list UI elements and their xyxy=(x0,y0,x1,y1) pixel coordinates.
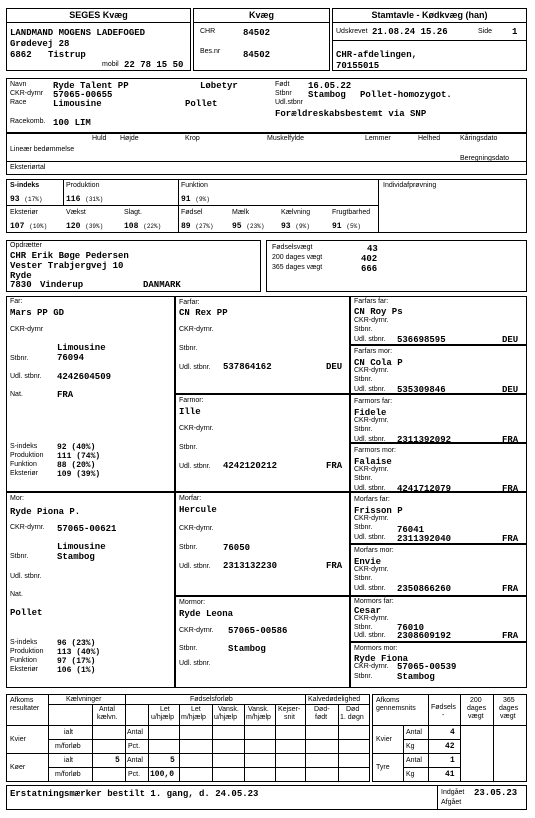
farfar-name: CN Rex PP xyxy=(179,308,228,318)
side-label: Side xyxy=(478,28,493,35)
fodsel-label: Fødsel xyxy=(181,209,203,216)
far-nat: FRA xyxy=(57,390,74,400)
vaekst-label: Vækst xyxy=(66,209,86,216)
side-value: 1 xyxy=(512,27,518,37)
animal-race: Limousine xyxy=(53,99,102,109)
far-prod: 111 (74%) xyxy=(57,452,101,461)
farfar-title: Farfar: xyxy=(179,299,200,306)
breeder-label: Opdrætter xyxy=(10,242,42,249)
mormors-far-udl-label: Udl. stbnr. xyxy=(354,632,386,639)
col-krop: Krop xyxy=(185,135,200,142)
animal-type: Løbetyr xyxy=(200,81,238,91)
frugt-label: Frugtbarhed xyxy=(332,209,371,216)
morfars-far-title: Morfars far: xyxy=(354,496,390,503)
mor-race: Limousine xyxy=(57,542,106,552)
owner-zip: 6862 xyxy=(10,50,32,60)
mormors-mor-stbnr-label: Stbnr. xyxy=(354,673,373,680)
farmor-stbnr-label: Stbnr. xyxy=(179,444,198,451)
farfars-far-ckr-label: CKR-dyrnr. xyxy=(354,317,389,324)
afkom-fodsels-1: Fødsels xyxy=(431,704,456,711)
mor-prod: 113 (40%) xyxy=(57,648,101,657)
besnr-value: 84502 xyxy=(243,50,271,60)
farfars-mor-stbnr-label: Stbnr. xyxy=(354,376,373,383)
d365-value: 666 xyxy=(361,264,378,274)
breeder-line3: Ryde xyxy=(10,271,32,281)
breeder-city: Vinderup xyxy=(40,280,84,290)
mor-sindeks: 96 (23%) xyxy=(57,639,96,648)
farmors-far-udl-label: Udl. stbnr. xyxy=(354,436,386,443)
morfar-ckr-label: CKR-dyrnr. xyxy=(179,525,214,532)
d200-label: 200 dages vægt xyxy=(272,254,323,261)
farfars-mor-country: DEU xyxy=(502,385,519,395)
morfars-mor-udl: 2350866260 xyxy=(397,584,452,594)
morfars-far-ckr-label: CKR-dyrnr. xyxy=(354,515,389,522)
farmors-mor-stbnr-label: Stbnr. xyxy=(354,475,373,482)
navn-label: Navn xyxy=(10,81,27,88)
afkom-fodselsforlob: Fødselsforløb xyxy=(190,696,233,703)
afkom-vansku-2: u/hjælp xyxy=(214,714,237,721)
mor-ckr: 57065-00621 xyxy=(57,524,117,534)
farmor-title: Farmor: xyxy=(179,397,204,404)
afkom-letm-1: Let xyxy=(191,706,201,713)
eksterior-label: Eksteriør xyxy=(10,209,38,216)
afkom-kalvedod: Kalvedødelighed xyxy=(308,696,361,703)
afkom-vanskm-1: Vansk. xyxy=(248,706,269,713)
afkom-d200-1: 200 xyxy=(470,697,482,704)
col-helhed: Helhed xyxy=(418,135,441,142)
mormor-stbnr-label: Stbnr. xyxy=(179,645,198,652)
farfars-far-udl-label: Udl. stbnr. xyxy=(354,336,386,343)
racekomb-label: Racekomb. xyxy=(10,118,46,125)
mormors-far-country: FRA xyxy=(502,631,519,641)
far-eks-label: Eksteriør xyxy=(10,470,38,477)
morfars-mor-udl-label: Udl. stbnr. xyxy=(354,585,386,592)
farfars-mor-udl: 535309846 xyxy=(397,385,446,395)
mormors-far-ckr-label: CKR-dyrnr. xyxy=(354,615,389,622)
afkom-kvier-ialt: ialt xyxy=(64,729,73,736)
farmors-mor-udl: 4241712079 xyxy=(397,484,452,494)
farfars-far-country: DEU xyxy=(502,335,519,345)
maelk-label: Mælk xyxy=(232,209,250,216)
farfars-far-title: Farfars far: xyxy=(354,298,389,305)
mormors-mor-name: Ryde Fiona xyxy=(354,654,409,664)
mor-prod-label: Produktion xyxy=(10,648,44,655)
mor-eks: 106 (1%) xyxy=(57,666,96,675)
sindeks-value: 93 (17%) xyxy=(10,195,43,204)
afkom-koer-ialt: ialt xyxy=(64,757,73,764)
morfars-mor-stbnr-label: Stbnr. xyxy=(354,575,373,582)
breeder-line2: Vester Trabjergvej 10 xyxy=(10,261,124,271)
morfars-far-udl: 2311392040 xyxy=(397,534,452,544)
maelk-value: 95 (23%) xyxy=(232,222,265,231)
far-udl-label: Udl. stbnr. xyxy=(10,373,42,380)
mor-stbnr-label: Stbnr. xyxy=(10,553,29,560)
eksterior-value: 107 (10%) xyxy=(10,222,48,231)
morfar-stbnr: 76050 xyxy=(223,543,251,553)
farfar-udl: 537864162 xyxy=(223,362,272,372)
farmors-far-udl: 2311392092 xyxy=(397,435,452,445)
col-huld: Huld xyxy=(92,135,107,142)
afkom-koer-pct: Pct. xyxy=(128,771,141,778)
afkom-gen-tyre-kg: Kg xyxy=(406,771,415,778)
morfar-name: Hercule xyxy=(179,505,217,515)
afgaet-label: Afgået xyxy=(441,799,462,806)
fodsel-value: 89 (27%) xyxy=(181,222,214,231)
afkom-dod1d-1: Død xyxy=(346,706,360,713)
slagt-value: 108 (22%) xyxy=(124,222,162,231)
stbnr-label: Stbnr xyxy=(275,90,292,97)
afkom-gen-label2: gennemsnits xyxy=(376,705,416,712)
afkom-koer-mforlob: m/forløb xyxy=(55,771,81,778)
lineaer-label: Lineær bedømmelse xyxy=(10,146,75,153)
mor-nat-label: Nat. xyxy=(10,591,23,598)
udl-stbnr-label: Udl.stbnr xyxy=(275,99,304,106)
afkom-letm-2: m/hjælp xyxy=(181,714,206,721)
farfars-mor-ckr-label: CKR-dyrnr. xyxy=(354,367,389,374)
animal-name: Ryde Talent PP xyxy=(53,81,129,91)
chr-afd-line1: CHR-afdelingen, xyxy=(336,50,418,60)
mormor-ckr: 57065-00586 xyxy=(228,626,288,636)
mor-horn: Pollet xyxy=(10,608,43,618)
org-name: SEGES Kvæg xyxy=(69,10,128,20)
farmors-far-stbnr-label: Stbnr. xyxy=(354,426,373,433)
chr-label: CHR xyxy=(200,28,216,35)
farmor-udl-label: Udl. stbnr. xyxy=(179,463,211,470)
farfar-udl-label: Udl. stbnr. xyxy=(179,364,211,371)
afkom-let-2: u/hjælp xyxy=(151,714,174,721)
farfars-far-name: CN Roy Ps xyxy=(354,307,403,317)
morfar-udl: 2313132230 xyxy=(223,561,278,571)
afkom-res-label1: Afkoms xyxy=(10,697,34,704)
farmor-ckr-label: CKR-dyrnr. xyxy=(179,425,214,432)
mor-ckr-label: CKR-dyrnr. xyxy=(10,524,45,531)
afkom-gen-kvier-kg: Kg xyxy=(406,743,415,750)
morfar-country: FRA xyxy=(326,561,343,571)
farfars-far-stbnr-label: Stbnr. xyxy=(354,326,373,333)
kaelvning-label: Kælvning xyxy=(281,209,311,216)
kaelvning-value: 93 (9%) xyxy=(281,222,310,231)
afkom-d365-1: 365 xyxy=(503,697,515,704)
mormors-mor-ckr: 57065-00539 xyxy=(397,662,457,672)
indgaet-value: 23.05.23 xyxy=(474,788,518,798)
race-label: Race xyxy=(10,99,27,106)
ckr-label: CKR-dyrnr xyxy=(10,90,44,97)
mormor-name: Ryde Leona xyxy=(179,609,234,619)
far-nat-label: Nat. xyxy=(10,391,23,398)
farmor-udl: 4242120212 xyxy=(223,461,278,471)
afkom-antal-1: Antal xyxy=(99,706,115,713)
frugt-value: 91 (5%) xyxy=(332,222,361,231)
morfars-far-name: Frisson P xyxy=(354,506,403,516)
morfar-title: Morfar: xyxy=(179,495,202,502)
afkom-koer-antal: Antal xyxy=(127,757,143,764)
mor-funk-label: Funktion xyxy=(10,657,37,664)
farmors-mor-country: FRA xyxy=(502,484,519,494)
afkom-koer: Køer xyxy=(10,764,26,771)
animal-stbnr: Stambog xyxy=(308,90,346,100)
mormors-mor-title: Mormors mor: xyxy=(354,645,398,652)
morfars-far-stbnr-label: Stbnr. xyxy=(354,524,373,531)
afkom-d365-3: vægt xyxy=(500,713,516,720)
farmors-mor-udl-label: Udl. stbnr. xyxy=(354,485,386,492)
chr-value: 84502 xyxy=(243,28,271,38)
farmors-mor-ckr-label: CKR-dyrnr. xyxy=(354,466,389,473)
morfar-udl-label: Udl. stbnr. xyxy=(179,563,211,570)
afkom-dodfodt-2: født xyxy=(315,714,328,721)
morfars-mor-title: Morfars mor: xyxy=(354,547,394,554)
afkom-fodsels-2: - xyxy=(442,712,445,719)
afkom-koer-pct-value: 100,0 xyxy=(150,770,175,779)
animal-fodt: 16.05.22 xyxy=(308,81,352,91)
far-udl: 4242604509 xyxy=(57,372,112,382)
afkom-gen-tyre-antal-value: 1 xyxy=(450,756,455,765)
afkom-koer-antal-value: 5 xyxy=(170,756,175,765)
far-sindeks: 92 (40%) xyxy=(57,443,96,452)
fodt-label: Født xyxy=(275,81,290,88)
farfar-ckr-label: CKR-dyrnr. xyxy=(179,326,214,333)
mor-funk: 97 (17%) xyxy=(57,657,96,666)
farmors-far-name: Fidele xyxy=(354,408,387,418)
morfar-stbnr-label: Stbnr. xyxy=(179,544,198,551)
afkom-gen-tyre-antal: Antal xyxy=(406,757,422,764)
farfars-mor-title: Farfars mor: xyxy=(354,348,393,355)
afkom-kvier-mforlob: m/forløb xyxy=(55,743,81,750)
mor-eks-label: Eksteriør xyxy=(10,666,38,673)
breeder-line1: CHR Erik Bøge Pedersen xyxy=(10,251,129,261)
eksterioertal-label: Eksteriørtal xyxy=(10,164,46,171)
afkom-gen-tyre-kg-value: 41 xyxy=(445,770,455,779)
afkom-vansku-1: Vansk. xyxy=(218,706,239,713)
owner-city: Tistrup xyxy=(48,50,86,60)
afkom-kaelvninger: Kælvninger xyxy=(66,696,102,703)
d200-value: 402 xyxy=(361,254,378,264)
mormors-mor-ckr-label: CKR-dyrnr. xyxy=(354,663,389,670)
morfars-far-udl-label: Udl. stbnr. xyxy=(354,534,386,541)
far-funk: 88 (20%) xyxy=(57,461,96,470)
afkom-d200-2: dages xyxy=(467,705,487,712)
animal-horn: Pollet xyxy=(185,99,218,109)
far-funk-label: Funktion xyxy=(10,461,37,468)
far-stbnr-label: Stbnr. xyxy=(10,355,29,362)
mormor-title: Mormor: xyxy=(179,599,206,606)
mormors-far-name: Cesar xyxy=(354,606,382,616)
afkom-gen-label1: Afkoms xyxy=(376,697,400,704)
indgaet-label: Indgået xyxy=(441,789,465,796)
header-title: Kvæg xyxy=(248,10,274,20)
funktion-value: 91 (9%) xyxy=(181,195,210,204)
mor-sindeks-label: S-indeks xyxy=(10,639,38,646)
farfar-stbnr-label: Stbnr. xyxy=(179,345,198,352)
afkom-d200-3: vægt xyxy=(468,713,484,720)
mormor-stbnr: Stambog xyxy=(228,644,266,654)
chr-afd-line2: 70155015 xyxy=(336,61,380,71)
col-karingsdato: Kåringsdato xyxy=(460,135,498,142)
afkom-gen-kvier: Kvier xyxy=(376,736,392,743)
mobil-label: mobil xyxy=(102,61,119,68)
afkom-dodfodt-1: Død- xyxy=(314,706,330,713)
col-lemmer: Lemmer xyxy=(365,135,391,142)
col-hojde: Højde xyxy=(120,135,139,142)
afkom-gen-kvier-kg-value: 42 xyxy=(445,742,455,751)
far-sindeks-label: S-indeks xyxy=(10,443,38,450)
fodselsvaegt-label: Fødselsvægt xyxy=(272,244,313,251)
farfar-country: DEU xyxy=(326,362,343,372)
udskrevet-value: 21.08.24 15.26 xyxy=(372,27,448,37)
morfars-mor-name: Envie xyxy=(354,557,382,567)
mor-udl-label: Udl. stbnr. xyxy=(10,573,42,580)
beregning-label: Beregningsdato xyxy=(460,155,510,162)
afkom-kejser-1: Kejser- xyxy=(278,706,301,713)
mormor-udl-label: Udl. stbnr. xyxy=(179,660,211,667)
farmor-country: FRA xyxy=(326,461,343,471)
mormors-far-stbnr-label: Stbnr. xyxy=(354,624,373,631)
animal-stbnr-note: Pollet-homozygot. xyxy=(360,90,452,100)
owner-street: Grødevej 28 xyxy=(10,39,70,49)
afkom-let-1: Let xyxy=(160,706,170,713)
afkom-kvier-antal: Antal xyxy=(127,729,143,736)
individ-label: Individafprøvning xyxy=(383,182,437,189)
afkom-gen-kvier-antal-value: 4 xyxy=(450,728,455,737)
breeder-country: DANMARK xyxy=(143,280,181,290)
funktion-label: Funktion xyxy=(181,182,208,189)
mormors-far-udl: 2308609192 xyxy=(397,631,452,641)
afkom-res-label2: resultater xyxy=(10,705,40,712)
fodselsvaegt-value: 43 xyxy=(367,244,378,254)
farmor-box xyxy=(175,394,350,492)
doc-type: Stamtavle - Kødkvæg (han) xyxy=(371,10,488,20)
farmors-far-title: Farmors far: xyxy=(354,398,393,405)
far-ckr-label: CKR-dyrnr xyxy=(10,326,44,333)
farmors-mor-name: Falaise xyxy=(354,457,392,467)
breeder-zip: 7830 xyxy=(10,280,32,290)
afkom-antal-2: kælvn. xyxy=(97,714,118,721)
owner-name: LANDMAND MOGENS LADEFOGED xyxy=(10,28,146,38)
col-muskelfylde: Muskelfylde xyxy=(267,135,304,142)
morfars-far-country: FRA xyxy=(502,534,519,544)
afkom-kvier: Kvier xyxy=(10,736,26,743)
farfars-mor-udl-label: Udl. stbnr. xyxy=(354,386,386,393)
far-title: Far: xyxy=(10,298,23,305)
mor-title: Mor: xyxy=(10,495,24,502)
afkom-koer-ialt-value: 5 xyxy=(115,756,120,765)
farmors-far-ckr-label: CKR-dyrnr. xyxy=(354,417,389,424)
farmors-mor-title: Farmors mor: xyxy=(354,447,396,454)
farfars-far-udl: 536698595 xyxy=(397,335,446,345)
far-prod-label: Produktion xyxy=(10,452,44,459)
slagt-label: Slagt. xyxy=(124,209,142,216)
d365-label: 365 dages vægt xyxy=(272,264,323,271)
mobil-value: 22 78 15 50 xyxy=(124,60,184,70)
afkom-vanskm-2: m/hjælp xyxy=(246,714,271,721)
afkom-gen-tyre: Tyre xyxy=(376,764,390,771)
produktion-label: Produktion xyxy=(66,182,100,189)
afkom-kejser-2: snit xyxy=(284,714,295,721)
far-race: Limousine xyxy=(57,343,106,353)
udskrevet-label: Udskrevet xyxy=(336,28,368,35)
footer-text: Erstatningsmærker bestilt 1. gang, d. 24.05.23 xyxy=(10,789,259,799)
mormors-far-title: Mormors far: xyxy=(354,598,394,605)
afkom-gen-kvier-antal: Antal xyxy=(406,729,422,736)
animal-ckr: 57065-00655 xyxy=(53,90,113,100)
sindeks-label: S-indeks xyxy=(10,182,40,189)
farfars-mor-name: CN Cola P xyxy=(354,358,403,368)
afkom-d365-2: dages xyxy=(499,705,519,712)
besnr-label: Bes.nr xyxy=(200,48,221,55)
morfars-mor-ckr-label: CKR-dyrnr. xyxy=(354,566,389,573)
mormor-ckr-label: CKR-dyrnr. xyxy=(179,627,214,634)
far-name: Mars PP GD xyxy=(10,308,65,318)
farmors-far-country: FRA xyxy=(502,435,519,445)
morfars-mor-country: FRA xyxy=(502,584,519,594)
animal-racekomb: 100 LIM xyxy=(53,118,91,128)
afkom-kvier-pct: Pct. xyxy=(128,743,141,750)
far-stbnr: 76094 xyxy=(57,353,85,363)
vaekst-value: 120 (39%) xyxy=(66,222,104,231)
produktion-value: 116 (31%) xyxy=(66,195,104,204)
mormors-far-stbnr: 76010 xyxy=(397,623,425,633)
mormors-mor-stbnr: Stambog xyxy=(397,672,435,682)
mor-stbnr: Stambog xyxy=(57,552,95,562)
afkom-dod1d-2: 1. døgn xyxy=(340,714,364,721)
far-eks: 109 (39%) xyxy=(57,470,101,479)
morfars-far-stbnr: 76041 xyxy=(397,525,425,535)
mor-name: Ryde Piona P. xyxy=(10,507,81,517)
animal-foraeldre: Forældreskabsbestemt via SNP xyxy=(275,109,427,119)
farmor-name: Ille xyxy=(179,407,201,417)
